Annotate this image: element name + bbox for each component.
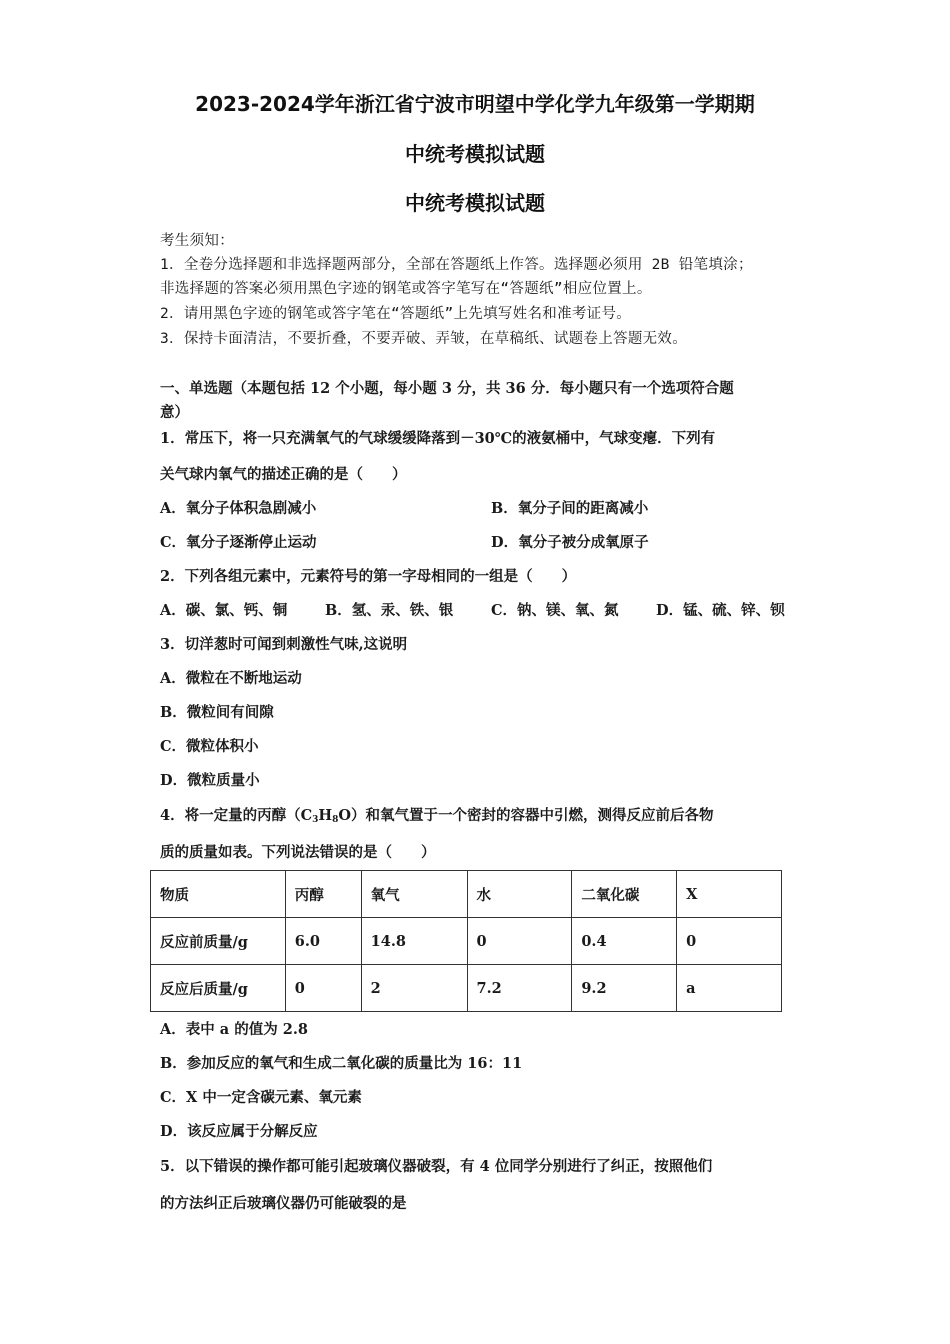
notice-item-3: 3．保持卡面清洁，不要折叠，不要弄破、弄皱，在草稿纸、试题卷上答题无效。 <box>160 331 688 347</box>
question-2-option-b: B．氢、汞、铁、银 <box>325 602 454 619</box>
question-3-option-a: A．微粒在不断地运动 <box>160 670 302 687</box>
table-header-cell: 二氧化碳 <box>572 871 677 918</box>
table-header-cell: 水 <box>467 871 572 918</box>
subscript-3: 3 <box>312 815 319 825</box>
question-2-option-c: C．钠、镁、氧、氮 <box>491 602 619 619</box>
table-header-row <box>151 871 782 918</box>
question-4-option-b: B．参加反应的氧气和生成二氧化碳的质量比为 16：11 <box>160 1055 523 1072</box>
table-cell: 7.2 <box>467 965 572 1012</box>
notice-item-1: 1．全卷分选择题和非选择题两部分，全部在答题纸上作答。选择题必须用 2B 铅笔填涂； <box>160 257 753 273</box>
table-header-cell: 氧气 <box>361 871 467 918</box>
table-cell: 0 <box>677 918 782 965</box>
question-3-option-b: B．微粒间有间隙 <box>160 704 274 721</box>
question-4-stem-post: O）和氧气置于一个密封的容器中引燃，测得反应前后各物 <box>338 807 714 824</box>
question-1-option-c: C．氧分子逐渐停止运动 <box>160 534 317 551</box>
question-4-option-a: A．表中 a 的值为 2.8 <box>160 1021 309 1038</box>
page-title-line-1: 2023-2024学年浙江省宁波市明望中学化学九年级第一学期期 <box>195 92 755 116</box>
question-1-option-d: D．氧分子被分成氧原子 <box>491 534 649 551</box>
page-title-line-3: 中统考模拟试题 <box>405 191 545 215</box>
formula-h: H <box>318 807 333 824</box>
question-4-stem <box>160 804 714 825</box>
table-header-cell: X <box>677 871 782 918</box>
question-3-option-c: C．微粒体积小 <box>160 738 259 755</box>
question-3-stem: 3．切洋葱时可闻到刺激性气味,这说明 <box>160 636 408 653</box>
question-4-option-c: C．X 中一定含碳元素、氧元素 <box>160 1089 362 1106</box>
question-4-stem-cont: 质的质量如表。下列说法错误的是（ ） <box>160 844 436 861</box>
table-header-cell: 丙醇 <box>285 871 361 918</box>
table-cell: 6.0 <box>285 918 361 965</box>
question-5-stem-cont: 的方法纠正后玻璃仪器仍可能破裂的是 <box>160 1195 407 1212</box>
table-cell: 反应前质量/g <box>151 918 286 965</box>
section-heading: 一、单选题（本题包括 12 个小题，每小题 3 分，共 36 分．每小题只有一个选项符合题 <box>160 380 734 397</box>
mass-table <box>150 870 782 1012</box>
question-2-stem: 2．下列各组元素中，元素符号的第一字母相同的一组是（ ） <box>160 568 577 585</box>
notice-item-2: 2．请用黑色字迹的钢笔或答字笔在“答题纸”上先填写姓名和准考证号。 <box>160 306 632 322</box>
table-cell: 2 <box>361 965 467 1012</box>
section-heading-cont: 意） <box>160 404 189 421</box>
question-4-stem-pre: 4．将一定量的丙醇（C <box>160 807 313 824</box>
question-1-option-b: B．氧分子间的距离减小 <box>491 500 649 517</box>
question-2-option-d: D．锰、硫、锌、钡 <box>656 602 785 619</box>
table-cell: a <box>677 965 782 1012</box>
question-3-option-d: D．微粒质量小 <box>160 772 260 789</box>
table-cell: 0 <box>285 965 361 1012</box>
table-row <box>151 965 782 1012</box>
notice-heading: 考生须知： <box>160 233 234 249</box>
question-2-option-a: A．碳、氯、钙、铜 <box>160 602 288 619</box>
question-1-stem: 1．常压下，将一只充满氧气的气球缓缓降落到－30℃的液氨桶中，气球变瘪．下列有 <box>160 430 716 447</box>
question-1-option-a: A．氧分子体积急剧减小 <box>160 500 317 517</box>
table-cell: 14.8 <box>361 918 467 965</box>
table-cell: 反应后质量/g <box>151 965 286 1012</box>
page-title-line-2: 中统考模拟试题 <box>405 142 545 166</box>
table-row <box>151 918 782 965</box>
question-1-stem-cont: 关气球内氧气的描述正确的是（ ） <box>160 466 407 483</box>
table-cell: 0.4 <box>572 918 677 965</box>
question-5-stem: 5．以下错误的操作都可能引起玻璃仪器破裂，有 4 位同学分别进行了纠正，按照他们 <box>160 1158 713 1175</box>
table-cell: 0 <box>467 918 572 965</box>
table-header-cell: 物质 <box>151 871 286 918</box>
question-4-option-d: D．该反应属于分解反应 <box>160 1123 318 1140</box>
table-cell: 9.2 <box>572 965 677 1012</box>
subscript-8: 8 <box>332 815 339 825</box>
notice-item-1-cont: 非选择题的答案必须用黑色字迹的钢笔或答字笔写在“答题纸”相应位置上。 <box>160 281 652 297</box>
